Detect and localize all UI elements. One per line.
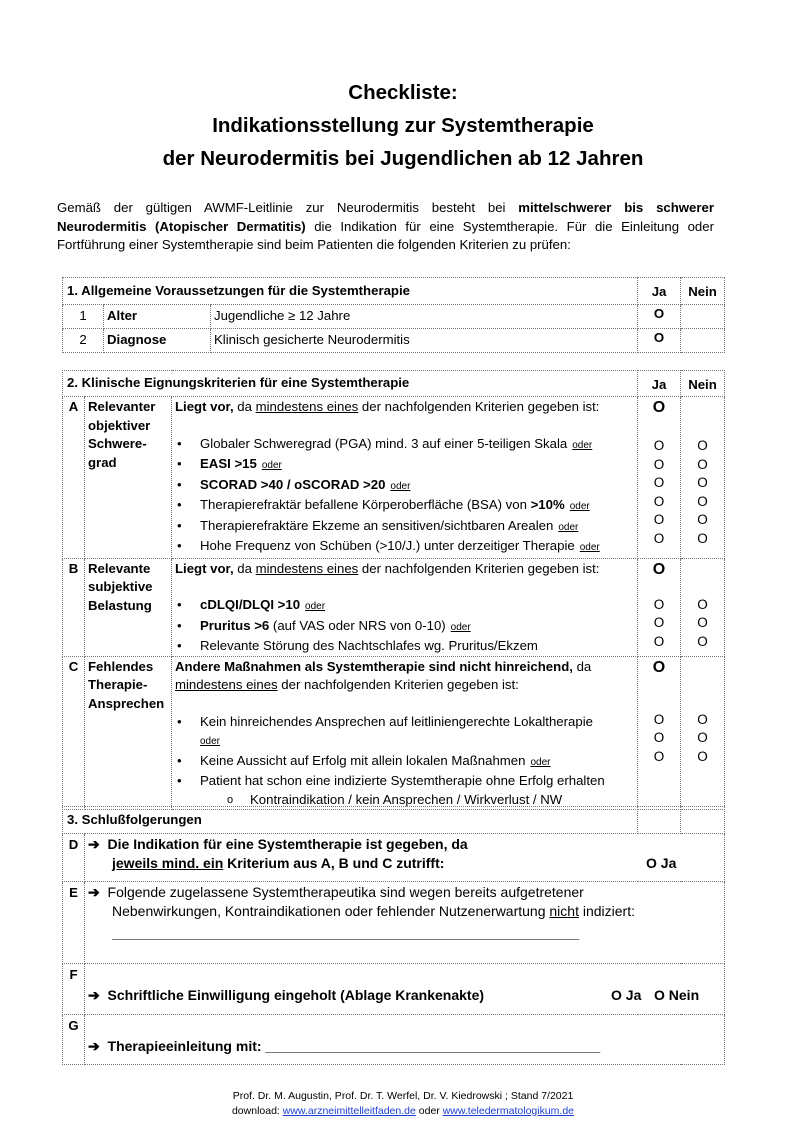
title-line-3: der Neurodermitis bei Jugendlichen ab 12 Jahren — [162, 147, 644, 170]
therapy-start-field[interactable]: Therapieeinleitung mit: ___________________________________________ — [107, 1038, 601, 1054]
item-text: Relevante Störung des Nachtschlafes wg. Pruritus/Ekzem — [200, 638, 538, 653]
oder-label: oder — [572, 439, 593, 451]
arzneimittelleitfaden-link[interactable]: www.arzneimittelleitfaden.de — [282, 1104, 416, 1117]
section-2-heading: 2. Klinische Eignungskriterien für eine Systemtherapie — [63, 371, 638, 397]
conclusion-e-row — [63, 882, 725, 964]
item-text: Patient hat schon eine indizierte Systemtherapie ohne Erfolg erhalten — [200, 773, 605, 788]
lead-underline: mindestens eines — [175, 677, 278, 692]
b2-nein-checkbox[interactable]: O — [697, 615, 708, 630]
label-line: Belastung — [88, 597, 152, 613]
line-text: Schriftliche Einwilligung eingeholt (Ablage Krankenakte) — [107, 987, 485, 1003]
conclusion-f-content — [85, 964, 725, 1015]
criterion-b-list — [175, 596, 634, 656]
section-1-table — [62, 277, 725, 353]
criterion-a-content — [172, 397, 638, 559]
einwilligung-nein-option[interactable]: O Nein — [654, 987, 700, 1003]
a4-ja-checkbox[interactable]: O — [653, 493, 665, 509]
section-3-heading: 3. Schlußfolgerungen — [63, 807, 638, 834]
criterion-b-row — [63, 558, 725, 656]
oder-label: oder — [305, 601, 326, 612]
oder-label: oder — [261, 460, 282, 471]
conclusion-g-content — [85, 1015, 725, 1065]
criterion-c-nein-column — [681, 656, 725, 810]
row-value: Jugendliche ≥ 12 Jahre — [211, 305, 638, 329]
criterion-letter: A — [63, 397, 85, 559]
lead-end: der nachfolgenden Kriterien gegeben ist: — [277, 677, 519, 692]
oder-label: oder — [450, 621, 471, 633]
lead-mid: da — [233, 399, 256, 414]
oder-label: oder — [390, 480, 411, 492]
criterion-c-ja-checkbox[interactable]: O — [652, 658, 666, 676]
lead-end: der nachfolgenden Kriterien gegeben ist: — [358, 399, 600, 414]
label-line: subjektive — [88, 579, 153, 594]
lead-bold: Andere Maßnahmen als Systemtherapie sind nicht hinreichend, — [175, 658, 573, 674]
conclusion-letter: G — [63, 1015, 85, 1065]
conclusion-letter: F — [63, 964, 85, 1015]
oder-label: oder — [569, 501, 590, 512]
conclusion-d-line2 — [88, 854, 721, 873]
row-label: Diagnose — [104, 329, 211, 353]
title-line-2: Indikationsstellung zur Systemtherapie — [212, 114, 594, 137]
criterion-c-row — [63, 656, 725, 810]
a1-ja-checkbox[interactable]: O — [653, 438, 665, 453]
criterion-b-lead — [175, 560, 634, 579]
conclusion-d-line1 — [88, 835, 721, 854]
section-3-ja-header — [638, 807, 681, 834]
b1-nein-checkbox[interactable]: O — [697, 596, 708, 612]
conclusion-e-content — [85, 882, 725, 964]
section-2-nein-header: Nein — [681, 371, 725, 397]
page-title — [0, 76, 806, 175]
a2-ja-checkbox[interactable]: O — [653, 456, 665, 472]
b3-nein-checkbox[interactable]: O — [697, 633, 708, 649]
a5-nein-checkbox[interactable]: O — [697, 512, 708, 527]
label-line: Therapie- — [88, 677, 148, 692]
label-line: Relevante — [88, 560, 151, 576]
conclusion-g-row — [63, 1015, 725, 1065]
a3-ja-checkbox[interactable]: O — [653, 475, 665, 490]
b2-ja-checkbox[interactable]: O — [653, 615, 665, 630]
lead-bold: Liegt vor, — [175, 399, 234, 414]
item-text: (auf VAS oder NRS von 0-10) — [269, 617, 446, 633]
lead-mid: da — [233, 560, 256, 576]
oder-label: oder — [200, 736, 221, 747]
c2-ja-checkbox[interactable]: O — [653, 730, 665, 745]
arrow-right-icon: ➔ — [88, 987, 100, 1003]
item-text: Keine Aussicht auf Erfolg mit allein lokalen Maßnahmen — [200, 752, 526, 768]
oder-label: oder — [558, 521, 579, 533]
label-line: Relevanter — [88, 399, 156, 414]
list-item — [175, 537, 634, 558]
row-number: 1 — [63, 305, 104, 329]
criterion-b-nein-column — [681, 558, 725, 656]
download-label: download: — [231, 1104, 283, 1117]
or-label: oder — [415, 1104, 443, 1117]
alter-nein-cell — [681, 305, 725, 329]
criterion-c-list — [175, 713, 634, 810]
indikation-ja-option[interactable]: O Ja — [646, 854, 677, 871]
footer-download — [0, 1104, 806, 1119]
line-text: indiziert: — [578, 902, 635, 919]
c2-nein-checkbox[interactable]: O — [697, 730, 708, 745]
item-bold: Pruritus >6 — [200, 617, 270, 633]
a1-nein-checkbox[interactable]: O — [697, 438, 708, 453]
c3-nein-checkbox[interactable]: O — [697, 748, 708, 764]
intro-paragraph — [57, 199, 714, 255]
a2-nein-checkbox[interactable]: O — [697, 456, 708, 472]
criterion-c-content — [172, 656, 638, 810]
list-item — [175, 617, 634, 638]
section-1-heading: 1. Allgemeine Voraussetzungen für die Systemtherapie — [63, 278, 638, 305]
conclusion-letter: E — [63, 882, 85, 964]
list-item — [175, 435, 634, 456]
item-text: Hohe Frequenz von Schüben (>10/J.) unter derzeitiger Therapie — [200, 538, 575, 553]
item-bold: >10% — [530, 497, 565, 512]
intro-text-1: Gemäß der gültigen AWMF-Leitlinie zur Neurodermitis besteht bei — [57, 200, 519, 215]
item-text: EASI >15 — [200, 456, 257, 471]
c3-ja-checkbox[interactable]: O — [653, 748, 665, 764]
list-item — [175, 752, 634, 773]
lead-bold: Liegt vor, — [175, 560, 234, 576]
unavailable-therapies-field[interactable]: ____________________________________________________________ — [112, 925, 580, 941]
arrow-right-icon: ➔ — [88, 1038, 100, 1054]
criterion-a-ja-checkbox[interactable]: O — [652, 399, 666, 416]
criterion-letter: B — [63, 558, 85, 656]
row-value: Klinisch gesicherte Neurodermitis — [211, 329, 638, 353]
section-3-table — [62, 806, 725, 1065]
criterion-a-row — [63, 397, 725, 559]
footer-authors: Prof. Dr. M. Augustin, Prof. Dr. T. Werfel, Dr. V. Kiedrowski ; Stand 7/2021 — [232, 1090, 574, 1102]
section-2-table — [62, 370, 725, 810]
line-underline: jeweils mind. ein — [112, 854, 224, 871]
criterion-a-list — [175, 435, 634, 558]
conclusion-g-line — [88, 1037, 721, 1056]
label-line: objektiver — [88, 417, 151, 433]
section-3-nein-header — [681, 807, 725, 834]
conclusion-f-row — [63, 964, 725, 1015]
list-item — [175, 455, 634, 476]
c1-nein-checkbox[interactable]: O — [697, 711, 708, 727]
conclusion-d-content — [85, 834, 725, 882]
item-text: Kein hinreichendes Ansprechen auf leitliniengerechte Lokaltherapie — [200, 713, 593, 729]
lead-mid: da — [572, 658, 592, 674]
title-line-1: Checkliste: — [348, 81, 458, 104]
criterion-c-ja-column — [638, 656, 681, 810]
intro-text-2: die Indikation für eine Systemtherapie. Für die Einleitung oder Fortführung einer Systemtherapie sind beim Patienten die folgenden Kriterien zu prüfen: — [57, 218, 714, 252]
arrow-right-icon: ➔ — [88, 836, 100, 852]
criterion-a-nein-column — [681, 397, 725, 559]
item-text: cDLQI/DLQI >10 — [200, 597, 301, 612]
a5-ja-checkbox[interactable]: O — [653, 512, 665, 527]
row-number: 2 — [63, 329, 104, 353]
list-item — [175, 772, 634, 791]
line-underline: nicht — [549, 902, 579, 919]
table-row — [63, 305, 725, 329]
alter-ja-checkbox[interactable]: O — [638, 305, 681, 329]
conclusion-letter: D — [63, 834, 85, 882]
b3-ja-checkbox[interactable]: O — [653, 633, 665, 649]
section-1-nein-header: Nein — [681, 278, 725, 305]
lead-underline: mindestens eines — [255, 560, 359, 576]
intro-bold: mittelschwerer bis schwerer Neurodermitis (Atopischer Dermatitis) — [57, 200, 714, 234]
criterion-b-label — [85, 558, 172, 656]
list-item — [175, 637, 634, 656]
arrow-right-icon: ➔ — [88, 884, 100, 900]
diagnose-ja-checkbox[interactable]: O — [638, 329, 681, 353]
row-label: Alter — [104, 305, 211, 329]
einwilligung-ja-option[interactable]: O Ja — [611, 987, 642, 1003]
conclusion-e-line1 — [88, 883, 721, 902]
criterion-b-ja-checkbox[interactable]: O — [652, 560, 666, 578]
label-line: Schwere- — [88, 436, 147, 451]
line-text: Nebenwirkungen, Kontraindikationen oder fehlender Nutzenerwartung — [112, 902, 550, 919]
line-text: Kriterium aus A, B und C zutrifft: — [223, 854, 445, 871]
list-item — [175, 596, 634, 617]
oder-label: oder — [579, 542, 600, 553]
lead-end: der nachfolgenden Kriterien gegeben ist: — [358, 560, 600, 576]
c1-ja-checkbox[interactable]: O — [653, 711, 665, 727]
conclusion-d-row — [63, 834, 725, 882]
diagnose-nein-cell — [681, 329, 725, 353]
label-line: grad — [88, 454, 117, 470]
item-text: SCORAD >40 / oSCORAD >20 — [200, 476, 386, 492]
list-item — [175, 517, 634, 538]
criterion-a-ja-column — [638, 397, 681, 559]
line-text: Die Indikation für eine Systemtherapie ist gegeben, da — [107, 836, 468, 852]
item-text: Therapierefraktäre Ekzeme an sensitiven/sichtbaren Arealen — [200, 517, 554, 533]
item-text: Globaler Schweregrad (PGA) mind. 3 auf einer 5-teiligen Skala — [200, 435, 568, 451]
list-item — [175, 496, 634, 517]
lead-underline: mindestens eines — [255, 399, 359, 414]
a6-nein-checkbox[interactable]: O — [697, 530, 708, 546]
criterion-b-content — [172, 558, 638, 656]
line-text: Folgende zugelassene Systemtherapeutika sind wegen bereits aufgetretener — [107, 884, 584, 900]
label-line: Ansprechen — [88, 695, 165, 711]
criterion-b-ja-column — [638, 558, 681, 656]
list-item — [175, 713, 634, 752]
item-text: Kontraindikation / kein Ansprechen / Wirkverlust / NW — [250, 791, 563, 807]
a6-ja-checkbox[interactable]: O — [653, 530, 665, 546]
item-text: Therapierefraktär befallene Körperoberfläche (BSA) von — [200, 497, 531, 512]
criterion-a-label — [85, 397, 172, 559]
a3-nein-checkbox[interactable]: O — [697, 475, 708, 490]
table-row — [63, 329, 725, 353]
a4-nein-checkbox[interactable]: O — [697, 493, 708, 509]
b1-ja-checkbox[interactable]: O — [653, 596, 665, 612]
teledermatologikum-link[interactable]: www.teledermatologikum.de — [442, 1104, 575, 1117]
conclusion-e-line2 — [88, 902, 721, 921]
criterion-letter: C — [63, 656, 85, 810]
conclusion-f-line — [88, 986, 721, 1005]
footer — [0, 1089, 806, 1118]
criterion-c-lead — [175, 658, 634, 695]
criterion-a-lead — [175, 398, 634, 417]
list-item — [175, 476, 634, 497]
oder-label: oder — [530, 756, 551, 768]
section-2-ja-header: Ja — [638, 371, 681, 397]
label-line: Fehlendes — [88, 658, 154, 674]
criterion-c-label — [85, 656, 172, 810]
section-1-ja-header: Ja — [638, 278, 681, 305]
